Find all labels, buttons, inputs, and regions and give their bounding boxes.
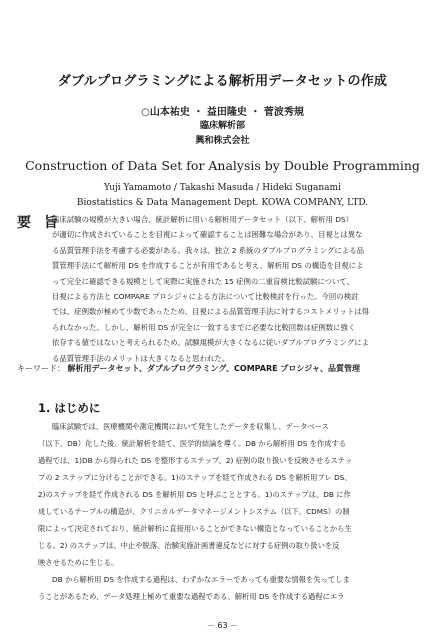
abstract-heading: 要 旨 (17, 215, 62, 231)
body-line: 2)のステップを経て作成される DS を解析用 DS と呼ぶこととする。1)のステップは、DB に作 (38, 490, 351, 499)
abstract-line: が適切に作成されていることを目視によって確認することは困難な場合があり、目視とは異な (52, 230, 363, 240)
author-list-english: Yuji Yamamoto / Takashi Masuda / Hideki Suganami (104, 183, 341, 193)
body-line: DB から解析用 DS を作成する過程は、わずかなエラーであっても重要な情報を失ってしま (52, 575, 350, 584)
affiliation-english: Biostatistics & Data Management Dept. KOWA COMPANY, LTD. (76, 198, 369, 208)
abstract-line: 依存する値ではないと考えられるため、試験規模が大きくなるに従いダブルプログラミングによ (52, 338, 370, 348)
body-line: 臨床試験では、医療機関や測定機関において発生したデータを収集し、データベース (52, 422, 329, 431)
body-line: 成しているテーブルの構造が、クリニカルデータマネージメントシステム（以下、CDMS）の制 (38, 507, 350, 516)
affiliation-department-japanese: 臨床解析部 (199, 121, 245, 131)
affiliation-company-japanese: 興和株式会社 (195, 136, 250, 146)
abstract-line: 臨床試験の規模が大きい場合、統計解析に用いる解析用データセット（以下、解析用 DS） (52, 215, 353, 224)
abstract-line: 質管理手法にて解析用 DS を作成することが有用であると考え、解析用 DS の構造を目視によ (52, 261, 364, 271)
page-number: － 63 － (206, 621, 239, 630)
keywords-value: 解析用データセット、ダブルプログラミング、COMPARE プロシジャ、品質管理 (67, 364, 361, 373)
body-line: じる。2) のステップは、中止や脱落、治験実施計画書違反などに対する症例の取り扱いを反 (38, 541, 340, 550)
paper-title-english: Construction of Data Set for Analysis by Double Programming (25, 158, 420, 173)
abstract-line: る品質管理手法のメリットは大きくなると思われた。 (52, 353, 230, 363)
body-line: 限によって決定されており、統計解析に直接用いることができない構造となっていることから生 (38, 524, 352, 533)
abstract-line: られなかった。しかし、解析用 DS が完全に一致するまでに必要な比較回数は症例数に強く (52, 322, 356, 332)
section-heading: 1. はじめに (38, 401, 101, 415)
abstract-line: では、症例数が極めて少数であったため、目視による品質管理手法に対するコストメリットは得 (52, 307, 370, 317)
body-line: （以下、DB）化した後、統計解析を経て、医学的結論を導く。DB から解析用 DS を作成する (38, 439, 347, 448)
abstract-line: 目視による方法と COMPARE プロシジャによる方法について比較検討を行った。今回の検討 (52, 291, 359, 301)
abstract-line: る品質管理手法を考慮する必要がある。我々は、独立 2 系統のダブルプログラミングによる品 (52, 245, 364, 255)
body-line: 過程では、1)DB から得られた DS を整形するステップ、2) 症例の取り扱いを反映させるステッ (38, 456, 353, 465)
keywords-label: キーワード： (17, 364, 65, 373)
body-line: プの 2 ステップに分けることができる。1)のステップを経て作成される DS を解析用プレ DS、 (38, 473, 352, 482)
body-line: うことがあるため、データ処理上極めて重要な過程である。解析用 DS を作成する過程にエラ (38, 592, 345, 601)
keywords (17, 363, 360, 374)
author-list-japanese: ○山本祐史 ・ 益田隆史 ・ 菅波秀規 (141, 107, 304, 118)
abstract-body (52, 212, 432, 366)
body-line: 映させるために生じる。 (38, 558, 119, 567)
paper-title-japanese: ダブルプログラミングによる解析用データセットの作成 (57, 74, 388, 89)
section-body (38, 418, 433, 605)
abstract-line: って完全に確認できる規模として実際に実施された 15 症例の二重盲検比較試験について、 (52, 276, 355, 286)
